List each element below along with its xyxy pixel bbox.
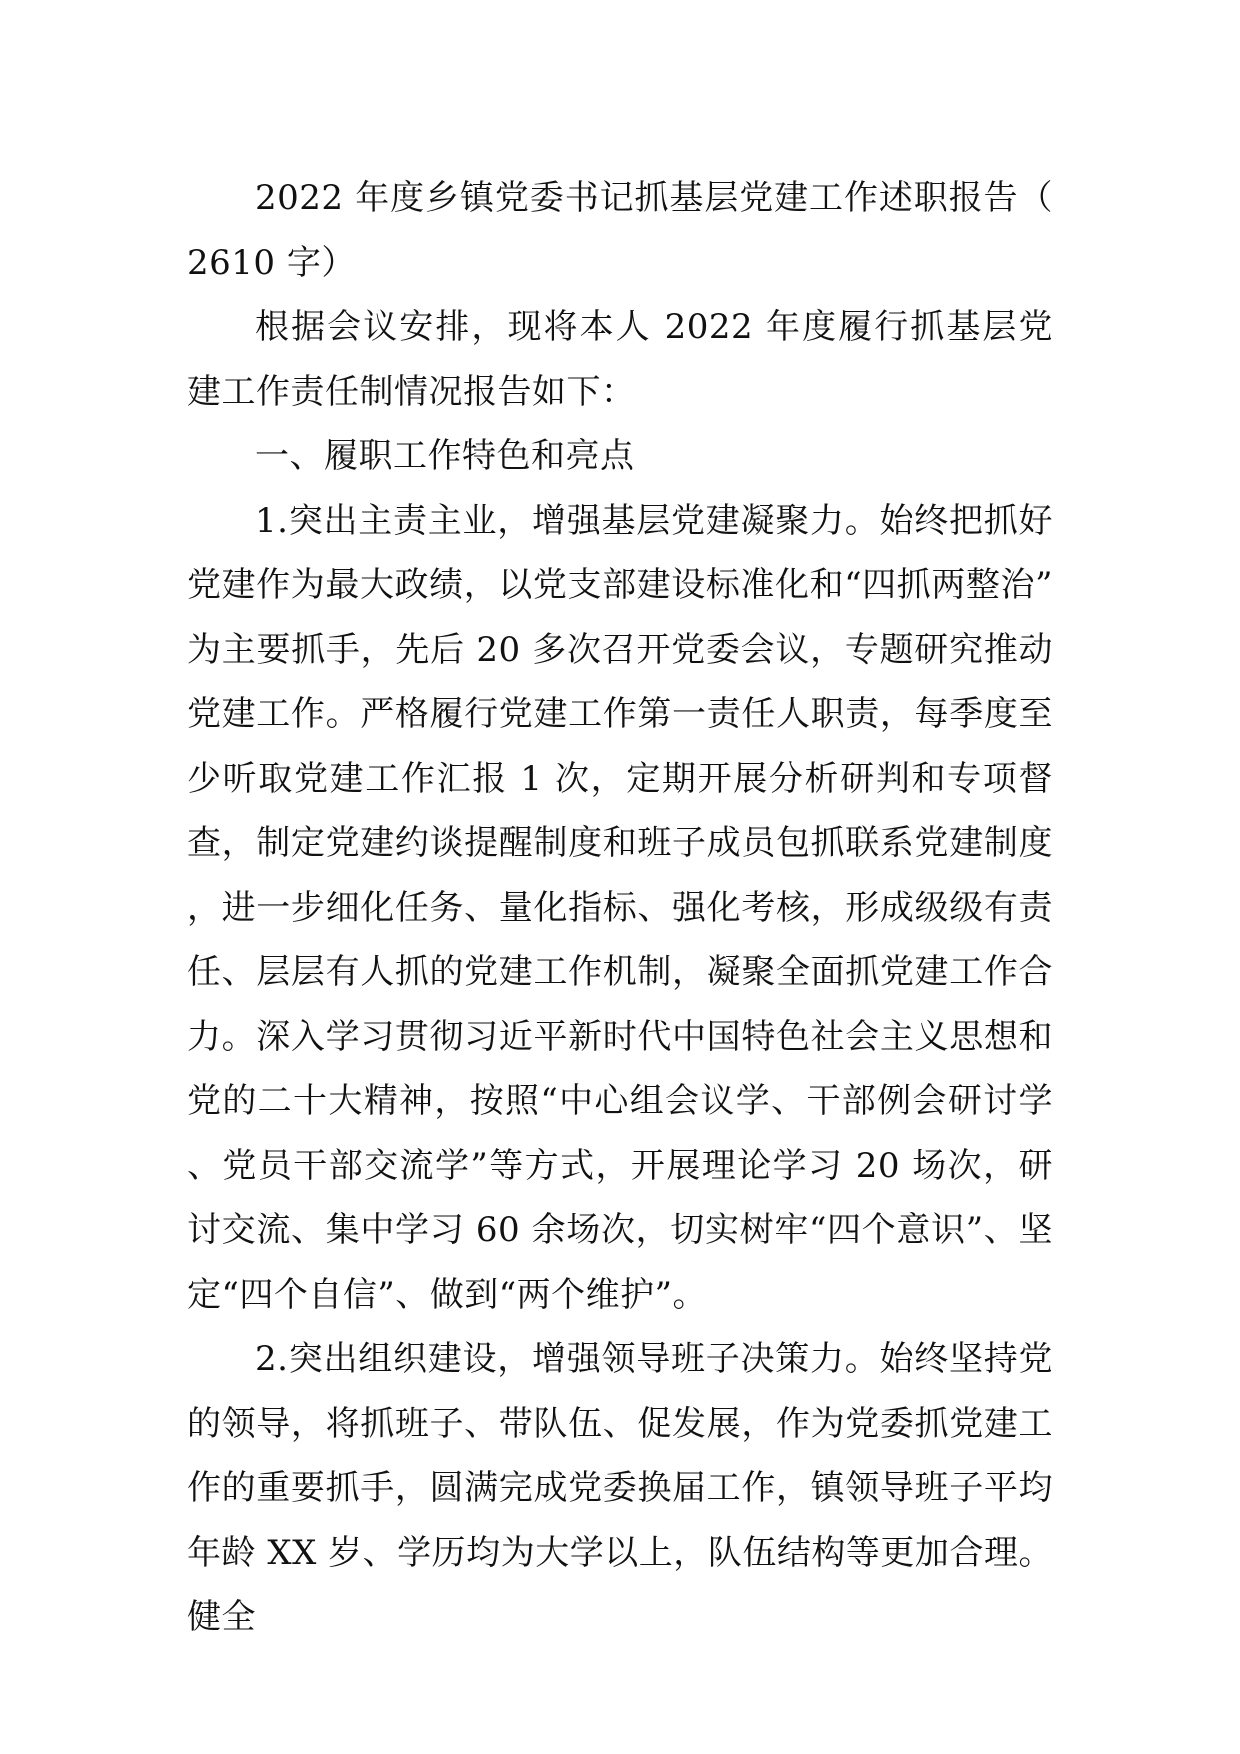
intro-paragraph: 根据会议安排，现将本人 2022 年度履行抓基层党建工作责任制情况报告如下： <box>187 307 1053 412</box>
document-title: 2022 年度乡镇党委书记抓基层党建工作述职报告（2610 字） <box>187 178 1053 283</box>
document-page <box>187 166 1053 1650</box>
section-heading: 一、履职工作特色和亮点 <box>255 436 635 476</box>
paragraph-item-2: 2.突出组织建设，增强领导班子决策力。始终坚持党的领导，将抓班子、带队伍、促发展，作为党委抓党建工作的重要抓手，圆满完成党委换届工作，镇领导班子平均年龄 XX 岁、学历均为大学以上，队伍结构等更加合理。健全 <box>187 1339 1053 1637</box>
paragraph-item-1: 1.突出主责主业，增强基层党建凝聚力。始终把抓好党建作为最大政绩，以党支部建设标准化和“四抓两整治”为主要抓手，先后 20 多次召开党委会议，专题研究推动党建工作。严格履行党建工作第一责任人职责，每季度至少听取党建工作汇报 1 次，定期开展分析研判和专项督查，制定党建约谈提醒制度和班子成员包抓联系党建制度，进一步细化任务、量化指标、强化考核，形成级级有责任、层层有人抓的党建工作机制，凝聚全面抓党建工作合力。深入学习贯彻习近平新时代中国特色社会主义思想和党的二十大精神，按照“中心组会议学、干部例会研讨学、党员干部交流学”等方式，开展理论学习 20 场次，研讨交流、集中学习 60 余场次，切实树牢“四个意识”、坚定“四个自信”、做到“两个维护”。 <box>187 500 1053 1315</box>
